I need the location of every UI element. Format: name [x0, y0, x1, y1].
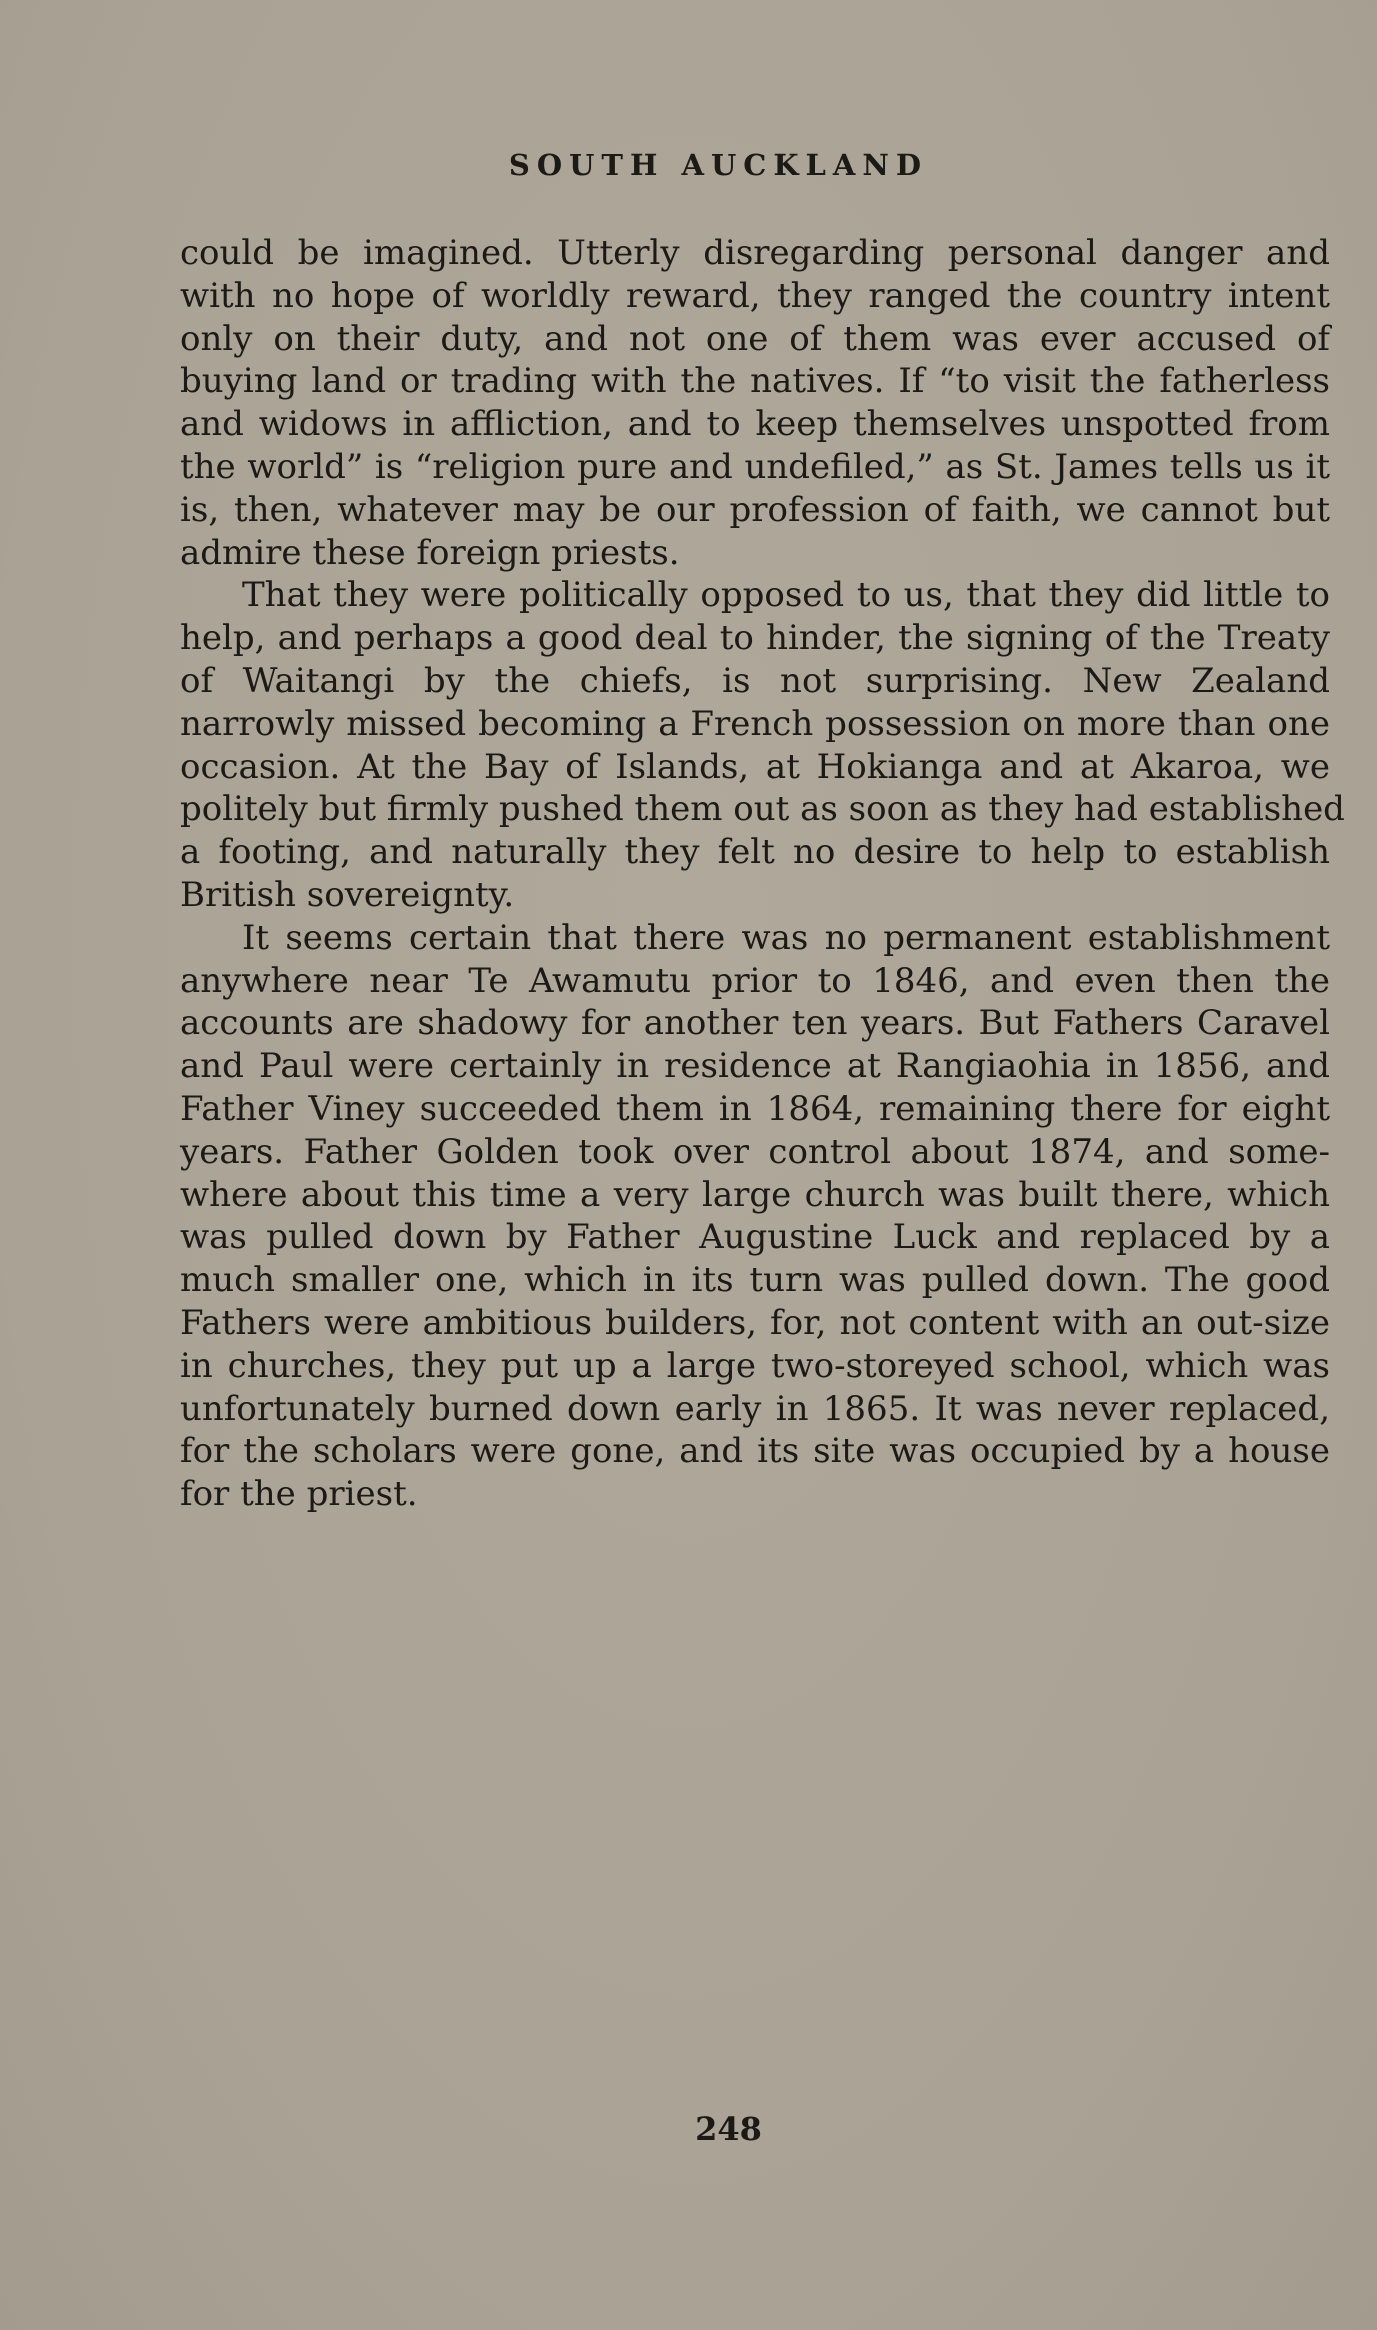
- text-line: help, and perhaps a good deal to hinder, the signing of the Treaty: [180, 618, 1330, 659]
- text-line: was pulled down by Father Augustine Luck and replaced by a: [180, 1217, 1330, 1258]
- text-line: of Waitangi by the chiefs, is not surprising. New Zealand: [180, 660, 1330, 701]
- text-line: It seems certain that there was no permanent establishment: [242, 917, 1330, 958]
- running-header: SOUTH AUCKLAND: [508, 148, 929, 182]
- text-line: accounts are shadowy for another ten years. But Fathers Caravel: [180, 1003, 1330, 1044]
- paragraph: [180, 232, 1330, 574]
- text-line: politely but firmly pushed them out as soon as they had established: [180, 789, 1345, 830]
- text-line: is, then, whatever may be our profession of faith, we cannot but: [180, 489, 1330, 530]
- text-line: Fathers were ambitious builders, for, not content with an out-size: [180, 1302, 1330, 1343]
- page-number: 248: [695, 2110, 762, 2148]
- text-line: anywhere near Te Awamutu prior to 1846, and even then the: [180, 960, 1330, 1001]
- text-line: where about this time a very large church was built there, which: [180, 1174, 1330, 1215]
- text-line: British sovereignty.: [180, 874, 515, 915]
- text-line: Father Viney succeeded them in 1864, remaining there for eight: [180, 1088, 1330, 1129]
- text-line: buying land or trading with the natives. If “to visit the fatherless: [180, 361, 1330, 402]
- text-line: years. Father Golden took over control about 1874, and some-: [180, 1131, 1330, 1172]
- text-line: could be imagined. Utterly disregarding personal danger and: [180, 233, 1330, 273]
- paragraph: [180, 917, 1330, 1516]
- body-text: [180, 232, 1345, 1516]
- text-line: a footing, and naturally they felt no desire to help to establish: [180, 832, 1330, 873]
- paragraph: [180, 574, 1345, 916]
- text-line: unfortunately burned down early in 1865. It was never replaced,: [180, 1388, 1330, 1429]
- text-line: for the priest.: [180, 1474, 418, 1515]
- text-line: narrowly missed becoming a French possession on more than one: [180, 703, 1330, 744]
- text-line: much smaller one, which in its turn was pulled down. The good: [180, 1260, 1330, 1301]
- text-line: for the scholars were gone, and its site was occupied by a house: [180, 1431, 1330, 1472]
- text-line: admire these foreign priests.: [180, 532, 680, 573]
- text-line: only on their duty, and not one of them was ever accused of: [180, 318, 1330, 359]
- text-line: in churches, they put up a large two-storeyed school, which was: [180, 1345, 1330, 1386]
- text-line: and Paul were certainly in residence at Rangiaohia in 1856, and: [180, 1046, 1330, 1087]
- text-line: That they were politically opposed to us, that they did little to: [242, 575, 1330, 616]
- text-line: and widows in affliction, and to keep themselves unspotted from: [180, 404, 1330, 445]
- text-line: with no hope of worldly reward, they ranged the country intent: [180, 275, 1330, 316]
- text-line: the world” is “religion pure and undefiled,” as St. James tells us it: [180, 446, 1330, 487]
- text-line: occasion. At the Bay of Islands, at Hokianga and at Akaroa, we: [180, 746, 1330, 787]
